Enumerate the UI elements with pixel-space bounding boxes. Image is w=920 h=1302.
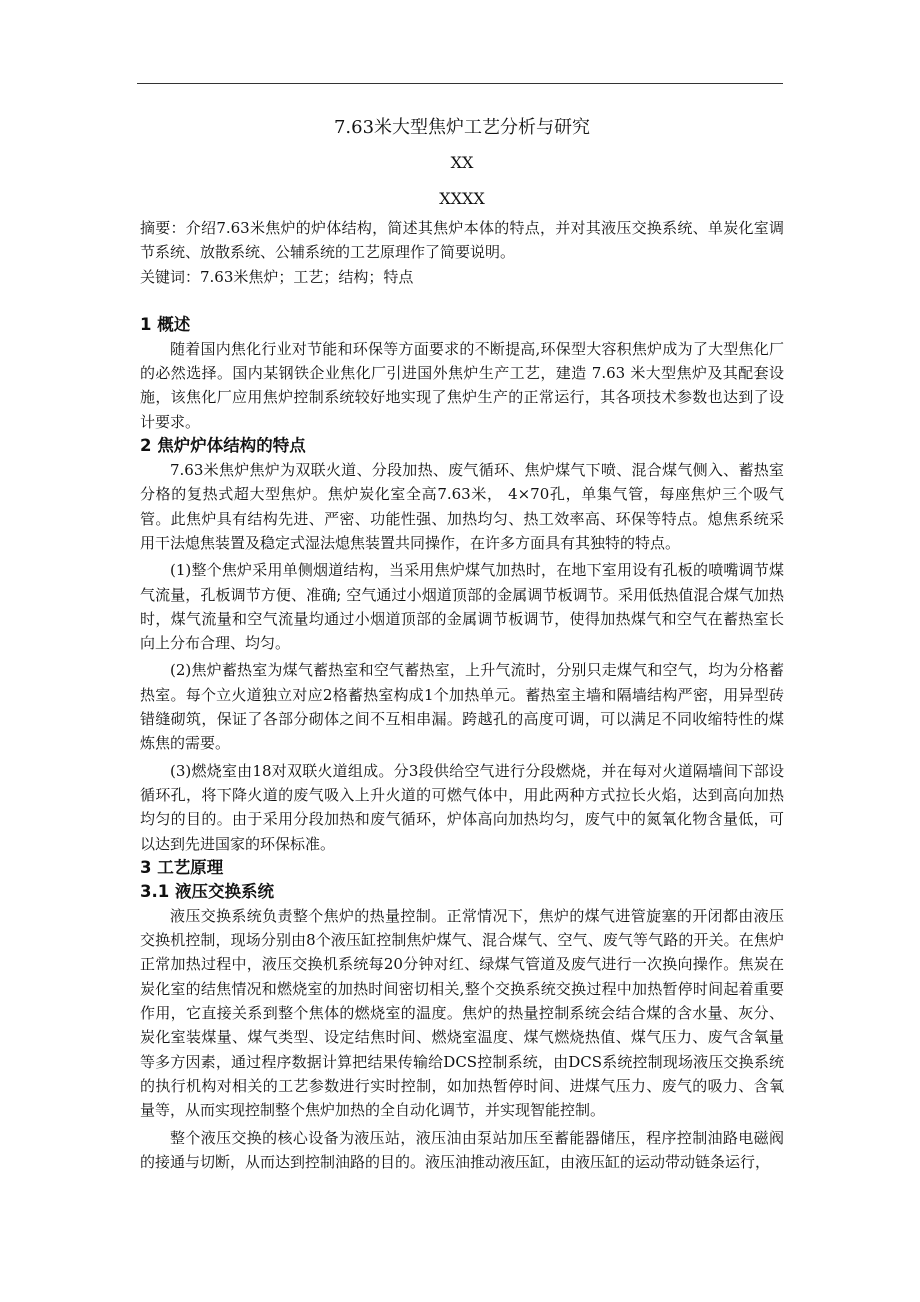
section-heading: 1 概述 xyxy=(140,314,191,334)
affiliation: XXXX xyxy=(439,189,485,208)
paragraph: (1)整个焦炉采用单侧烟道结构，当采用焦炉煤气加热时，在地下室用设有孔板的喷嘴调节煤气流量，孔板调节方便、准确; 空气通过小烟道顶部的金属调节板调节。采用低热值混合煤气加热时，煤气流量和空气流量均通过小烟道顶部的金属调节板调节，使得加热煤气和空气在蓄热室长向上分布合理、均匀。 xyxy=(140,561,784,653)
header-rule xyxy=(137,83,783,84)
subsection-heading: 3.1 液压交换系统 xyxy=(140,881,274,901)
paragraph: 液压交换系统负责整个焦炉的热量控制。正常情况下，焦炉的煤气进管旋塞的开闭都由液压交换机控制，现场分别由8个液压缸控制焦炉煤气、混合煤气、空气、废气等气路的开关。在焦炉正常加热过程中，液压交换机系统每20分钟对红、绿煤气管道及废气进行一次换向操作。焦炭在炭化室的结焦情况和燃烧室的加热时间密切相关,整个交换系统交换过程中加热暂停时间起着重要作用，它直接关系到整个焦体的燃烧室的温度。焦炉的热量控制系统会结合煤的含水量、灰分、炭化室装煤量、煤气类型、设定结焦时间、燃烧室温度、煤气燃烧热值、煤气压力、废气含氧量等多方因素，通过程序数据计算把结果传输给DCS控制系统，由DCS系统控制现场液压交换系统的执行机构对相关的工艺参数进行实时控制，如加热暂停时间、进煤气压力、废气的吸力、含氧量等，从而实现控制整个焦炉加热的全自动化调节，并实现智能控制。 xyxy=(140,906,784,1120)
author: XX xyxy=(450,153,474,172)
paragraph: 整个液压交换的核心设备为液压站，液压油由泵站加压至蓄能器储压，程序控制油路电磁阀的接通与切断，从而达到控制油路的目的。液压油推动液压缸，由液压缸的运动带动链条运行， xyxy=(140,1128,784,1171)
section-heading: 3 工艺原理 xyxy=(140,857,224,877)
document-title: 7.63米大型焦炉工艺分析与研究 xyxy=(333,117,591,138)
paragraph: (2)焦炉蓄热室为煤气蓄热室和空气蓄热室，上升气流时，分别只走煤气和空气，均为分格蓄热室。每个立火道独立对应2格蓄热室构成1个加热单元。蓄热室主墙和隔墙结构严密，用异型砖错缝砌筑，保证了各部分砌体之间不互相串漏。跨越孔的高度可调，可以满足不同收缩特性的煤炼焦的需要。 xyxy=(140,661,784,753)
paragraph: 7.63米焦炉焦炉为双联火道、分段加热、废气循环、焦炉煤气下喷、混合煤气侧入、蓄热室分格的复热式超大型焦炉。焦炉炭化室全高7.63米， 4×70孔，单集气管，每座焦炉三个吸气管。此焦炉具有结构先进、严密、功能性强、加热均匀、热工效率高、环保等特点。熄焦系统采用干法熄焦装置及稳定式湿法熄焦装置共同操作，在许多方面具有其独特的特点。 xyxy=(140,461,784,552)
section-heading: 2 焦炉炉体结构的特点 xyxy=(140,436,306,456)
keywords: 关键词：7.63米焦炉；工艺；结构；特点 xyxy=(140,267,414,286)
document-page xyxy=(140,114,784,1174)
paragraph: 随着国内焦化行业对节能和环保等方面要求的不断提高,环保型大容积焦炉成为了大型焦化厂的必然选择。国内某钢铁企业焦化厂引进国外焦炉生产工艺，建造 7.63 米大型焦炉及其配套设施，该焦化厂应用焦炉控制系统较好地实现了焦炉生产的正常运行，其各项技术参数也达到了设计要求。 xyxy=(140,339,784,431)
paragraph: (3)燃烧室由18对双联火道组成。分3段供给空气进行分段燃烧，并在每对火道隔墙间下部设循环孔，将下降火道的废气吸入上升火道的可燃气体中，用此两种方式拉长火焰，达到高向加热均匀的目的。由于采用分段加热和废气循环，炉体高向加热均匀，废气中的氮氧化物含量低，可以达到先进国家的环保标准。 xyxy=(140,761,784,853)
abstract: 摘要：介绍7.63米焦炉的炉体结构，简述其焦炉本体的特点，并对其液压交换系统、单炭化室调节系统、放散系统、公辅系统的工艺原理作了简要说明。 xyxy=(140,219,784,262)
